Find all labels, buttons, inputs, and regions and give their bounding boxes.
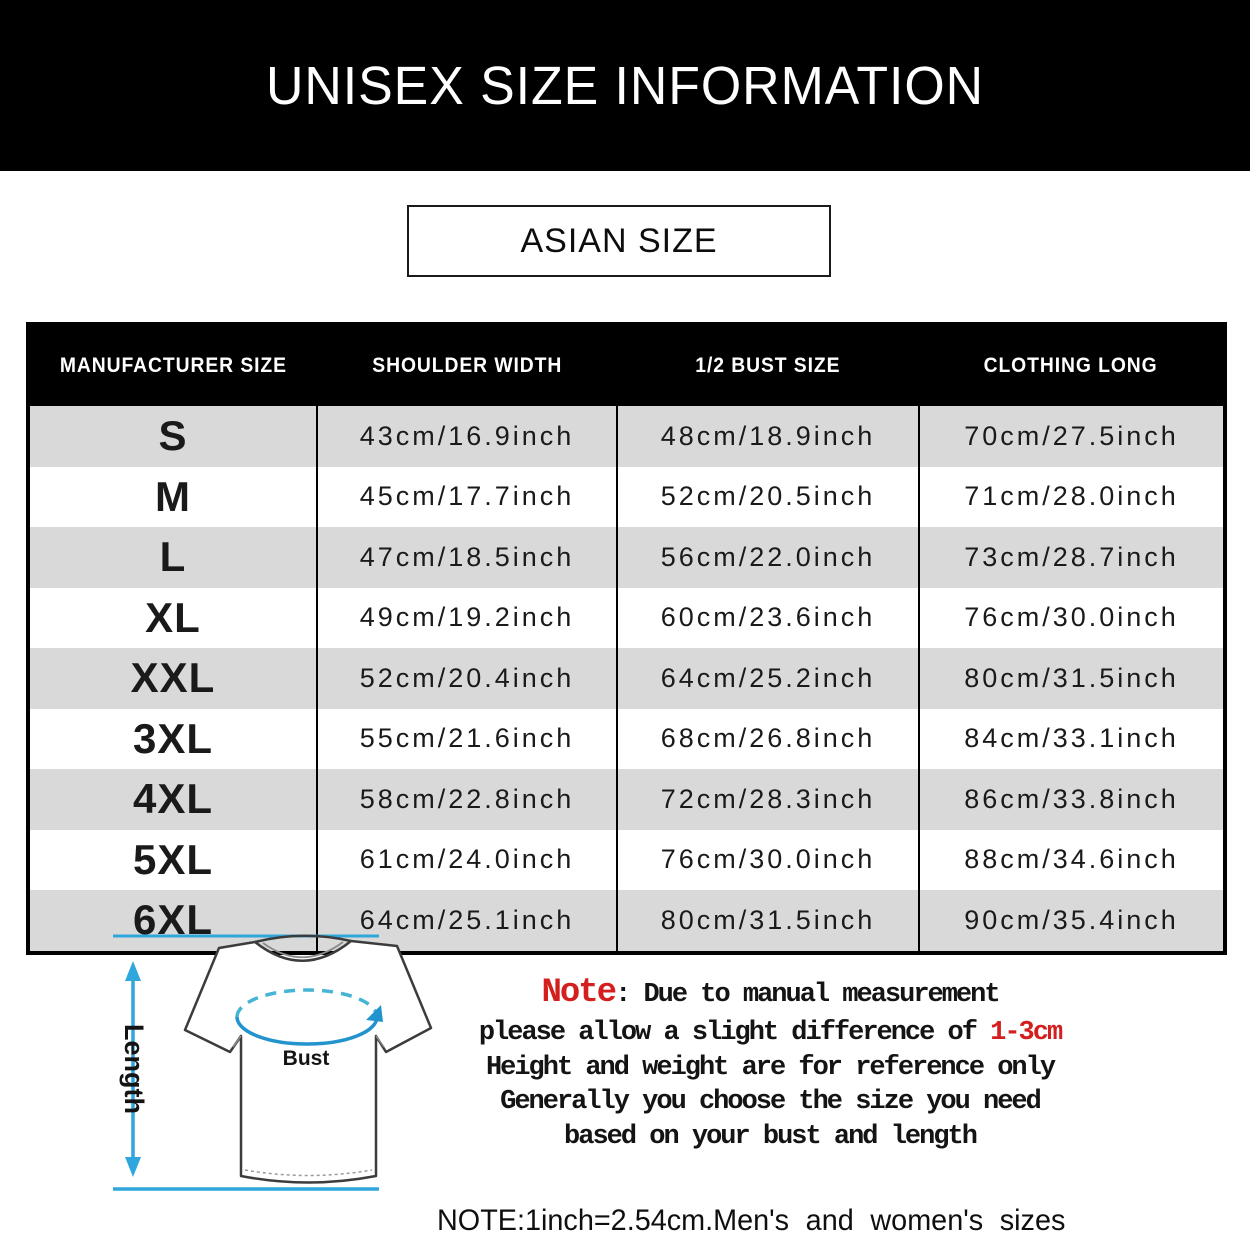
length-value: 71cm/28.0inch (919, 467, 1225, 528)
size-label: XXL (28, 648, 317, 709)
shoulder-value: 61cm/24.0inch (317, 830, 617, 891)
size-label: 4XL (28, 769, 317, 830)
size-label: 5XL (28, 830, 317, 891)
size-label: L (28, 527, 317, 588)
table-row (28, 527, 1225, 588)
banner (0, 0, 1250, 171)
table-row (28, 467, 1225, 528)
note-line-5: based on your bust and length (564, 1121, 976, 1152)
bust-value: 64cm/25.2inch (617, 648, 919, 709)
note-line-2: please allow a slight difference of 1-3cm (478, 1018, 1062, 1048)
length-label: Length (119, 1024, 149, 1114)
length-value: 70cm/27.5inch (919, 406, 1225, 467)
bust-value: 80cm/31.5inch (617, 890, 919, 953)
shoulder-value: 52cm/20.4inch (317, 648, 617, 709)
bust-value: 60cm/23.6inch (617, 588, 919, 649)
note-line-3: Height and weight are for reference only (485, 1052, 1055, 1083)
size-label: XL (28, 588, 317, 649)
table-row (28, 709, 1225, 770)
col-manufacturer-size: MANUFACTURER SIZE (28, 324, 317, 406)
size-label: 3XL (28, 709, 317, 770)
asian-size-label: ASIAN SIZE (520, 221, 718, 260)
col-shoulder-width: SHOULDER WIDTH (317, 324, 617, 406)
length-value: 84cm/33.1inch (919, 709, 1225, 770)
shoulder-value: 47cm/18.5inch (317, 527, 617, 588)
size-label: M (28, 467, 317, 528)
shoulder-value: 49cm/19.2inch (317, 588, 617, 649)
bust-value: 72cm/28.3inch (617, 769, 919, 830)
bust-value: 52cm/20.5inch (617, 467, 919, 528)
col-clothing-long: CLOTHING LONG (919, 324, 1225, 406)
shoulder-value: 45cm/17.7inch (317, 467, 617, 528)
length-value: 73cm/28.7inch (919, 527, 1225, 588)
note-block (425, 972, 1115, 1154)
shoulder-value: 43cm/16.9inch (317, 406, 617, 467)
shoulder-value: 55cm/21.6inch (317, 709, 617, 770)
footer-note: NOTE:1inch=2.54cm.Men's and women's sizes (437, 1204, 1066, 1237)
tolerance-value: 1-3cm (990, 1018, 1062, 1048)
length-value: 86cm/33.8inch (919, 769, 1225, 830)
bust-value: 68cm/26.8inch (617, 709, 919, 770)
col-bust-size: 1/2 BUST SIZE (617, 324, 919, 406)
bust-value: 76cm/30.0inch (617, 830, 919, 891)
table-row (28, 769, 1225, 830)
table-row (28, 588, 1225, 649)
note-title: Note (541, 974, 616, 1012)
size-table (26, 322, 1227, 955)
table-row (28, 406, 1225, 467)
length-value: 80cm/31.5inch (919, 648, 1225, 709)
note-line-1: Note: Due to manual measurement (541, 974, 999, 1012)
length-value: 76cm/30.0inch (919, 588, 1225, 649)
bust-value: 56cm/22.0inch (617, 527, 919, 588)
shoulder-value: 58cm/22.8inch (317, 769, 617, 830)
size-label: 6XL (28, 890, 317, 953)
page-title: UNISEX SIZE INFORMATION (265, 55, 985, 116)
bust-label: Bust (282, 1047, 330, 1070)
length-value: 88cm/34.6inch (919, 830, 1225, 891)
size-table-header (28, 324, 1225, 406)
table-row (28, 830, 1225, 891)
length-value: 90cm/35.4inch (919, 890, 1225, 953)
asian-size-box (407, 205, 831, 277)
bust-value: 48cm/18.9inch (617, 406, 919, 467)
table-row (28, 648, 1225, 709)
size-label: S (28, 406, 317, 467)
shoulder-value: 64cm/25.1inch (317, 890, 617, 953)
note-line-4: Generally you choose the size you need (500, 1087, 1040, 1117)
